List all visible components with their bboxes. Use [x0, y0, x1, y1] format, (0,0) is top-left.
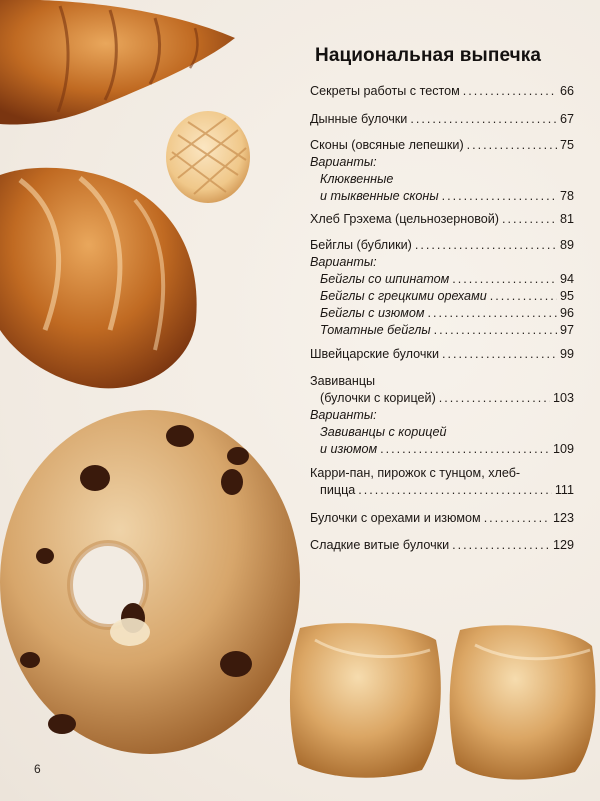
toc-entry — [310, 374, 574, 459]
toc-entry — [310, 466, 574, 500]
page-ref: 89 — [559, 238, 574, 252]
variant-title: Томатные бейглы — [320, 323, 431, 337]
dot-leader — [502, 212, 557, 226]
page-ref: 99 — [559, 347, 574, 361]
toc-entry — [310, 538, 574, 555]
dot-leader — [484, 511, 550, 525]
page-ref: 97 — [559, 323, 574, 337]
dot-leader — [380, 442, 550, 456]
dot-leader — [463, 84, 557, 98]
dot-leader — [358, 483, 552, 497]
entry-title: пицца — [320, 483, 356, 497]
toc-entry — [310, 112, 574, 129]
toc-entry — [310, 238, 574, 340]
toc-entry — [310, 212, 574, 229]
entry-title: Сконы (овсяные лепешки) — [310, 138, 464, 152]
entry-title: (булочки с корицей) — [320, 391, 436, 405]
page-ref: 67 — [559, 112, 574, 126]
toc-entry — [310, 84, 574, 101]
melon-bun — [166, 111, 250, 203]
section-title: Национальная выпечка — [315, 45, 542, 66]
page-ref: 103 — [552, 391, 574, 405]
dot-leader — [452, 272, 557, 286]
page-ref: 95 — [559, 289, 574, 303]
variant-title: и тыквенные сконы — [320, 189, 439, 203]
page-ref: 94 — [559, 272, 574, 286]
page-ref: 96 — [559, 306, 574, 320]
entry-title: Дынные булочки — [310, 112, 408, 126]
variants-label: Варианты: — [310, 255, 377, 269]
page-ref: 109 — [552, 442, 574, 456]
variant-title: Завиванцы с корицей — [320, 425, 447, 439]
entry-title: Хлеб Грэхема (цельнозерновой) — [310, 212, 500, 226]
page-ref: 66 — [559, 84, 574, 98]
variant-title: Бейглы с грецкими орехами — [320, 289, 487, 303]
toc-entry — [310, 347, 574, 364]
entry-title: Булочки с орехами и изюмом — [310, 511, 481, 525]
dot-leader — [439, 391, 550, 405]
variant-title: Бейглы с изюмом — [320, 306, 425, 320]
dot-leader — [442, 347, 557, 361]
entry-title: Сладкие витые булочки — [310, 538, 450, 552]
page-ref: 111 — [554, 483, 574, 497]
toc-entry — [310, 138, 574, 206]
raisin-bagel — [0, 410, 300, 754]
dot-leader — [415, 238, 557, 252]
entry-title: Секреты работы с тестом — [310, 84, 460, 98]
page-ref: 129 — [552, 538, 574, 552]
square-bun-left — [290, 623, 441, 778]
variants-label: Варианты: — [310, 155, 377, 169]
entry-title: Швейцарские булочки — [310, 347, 439, 361]
dot-leader — [442, 189, 557, 203]
twisted-roll — [0, 168, 197, 389]
page-ref: 81 — [559, 212, 574, 226]
variant-title: Бейглы со шпинатом — [320, 272, 450, 286]
toc-entry — [310, 511, 574, 528]
page-ref: 78 — [559, 189, 574, 203]
dot-leader — [428, 306, 557, 320]
dot-leader — [434, 323, 557, 337]
page-ref: 123 — [552, 511, 574, 525]
variants-label: Варианты: — [310, 408, 377, 422]
page-number: 6 — [34, 762, 41, 776]
dot-leader — [490, 289, 557, 303]
entry-title: Завиванцы — [310, 374, 376, 388]
dot-leader — [410, 112, 557, 126]
variant-title: и изюмом — [320, 442, 378, 456]
dot-leader — [452, 538, 550, 552]
entry-title: Бейглы (бублики) — [310, 238, 412, 252]
square-bun-right — [450, 625, 596, 779]
dot-leader — [467, 138, 557, 152]
page-ref: 75 — [559, 138, 574, 152]
cornet-roll — [0, 0, 235, 124]
variant-title: Клюквенные — [320, 172, 394, 186]
entry-title: Карри-пан, пирожок с тунцом, хлеб- — [310, 466, 521, 480]
